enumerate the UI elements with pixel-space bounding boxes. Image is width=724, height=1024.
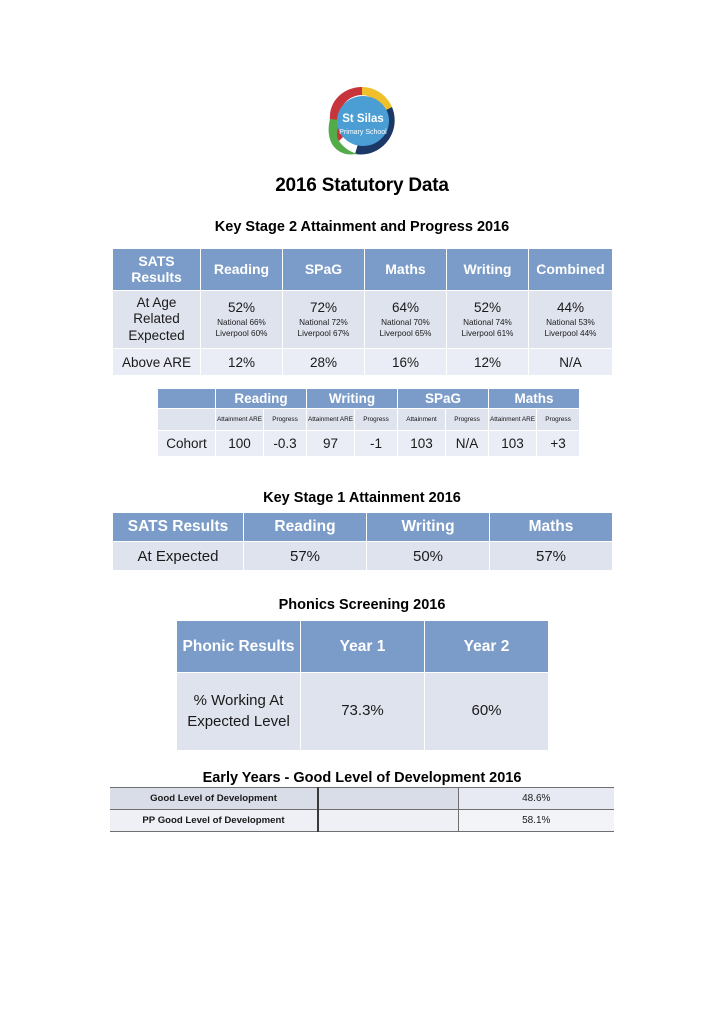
cohort-group-spag: SPaG bbox=[398, 389, 489, 409]
phonics-value-year-2: 60% bbox=[425, 673, 549, 751]
cohort-writing-progress: -1 bbox=[355, 431, 398, 457]
ks2-row-label-above-are: Above ARE bbox=[113, 349, 201, 376]
phonics-col-phonic-results: Phonic Results bbox=[177, 621, 301, 673]
ks2-national-reading: National 66% bbox=[217, 317, 266, 327]
ks1-value-writing: 50% bbox=[367, 542, 490, 571]
ks2-attainment-table bbox=[112, 248, 613, 376]
ks1-value-maths: 57% bbox=[490, 542, 613, 571]
ks1-col-sats-results: SATS Results bbox=[113, 513, 244, 542]
cohort-reading-attainment: 100 bbox=[216, 431, 264, 457]
ey-value-gld: 48.6% bbox=[458, 788, 614, 810]
cohort-group-header-row bbox=[158, 389, 580, 409]
table-row bbox=[113, 542, 613, 571]
cohort-row-label: Cohort bbox=[158, 431, 216, 457]
cohort-group-writing: Writing bbox=[307, 389, 398, 409]
cohort-sub-header-row bbox=[158, 409, 580, 431]
cohort-spag-attainment: 103 bbox=[398, 431, 446, 457]
cohort-sub-writing-attainment: Attainment ARE bbox=[307, 409, 355, 431]
phonics-col-year-1: Year 1 bbox=[301, 621, 425, 673]
early-years-table bbox=[110, 787, 614, 832]
ks1-row-label: At Expected bbox=[113, 542, 244, 571]
ks2-col-spag: SPaG bbox=[283, 249, 365, 291]
ks1-section-title: Key Stage 1 Attainment 2016 bbox=[263, 490, 461, 506]
ey-value-pp-gld: 58.1% bbox=[458, 810, 614, 832]
ks1-header-row bbox=[113, 513, 613, 542]
page-title: 2016 Statutory Data bbox=[275, 175, 449, 196]
school-logo bbox=[325, 84, 399, 158]
ks2-cell-combined bbox=[529, 291, 613, 349]
ey-label-pp-gld: PP Good Level of Development bbox=[110, 810, 318, 832]
cohort-sub-spag-attainment: Attainment bbox=[398, 409, 446, 431]
phonics-row-label: % Working At Expected Level bbox=[177, 673, 301, 751]
ks2-cell-writing bbox=[447, 291, 529, 349]
logo-container bbox=[0, 84, 724, 158]
ks2-national-combined: National 53% bbox=[546, 317, 595, 327]
cohort-writing-attainment: 97 bbox=[307, 431, 355, 457]
ks1-col-maths: Maths bbox=[490, 513, 613, 542]
ey-label-gld: Good Level of Development bbox=[110, 788, 318, 810]
ks2-col-writing: Writing bbox=[447, 249, 529, 291]
logo-line2: Primary School bbox=[339, 129, 387, 136]
ks2-col-reading: Reading bbox=[201, 249, 283, 291]
table-row bbox=[158, 431, 580, 457]
ks2-section-title: Key Stage 2 Attainment and Progress 2016 bbox=[214, 219, 510, 235]
ks2-col-maths: Maths bbox=[365, 249, 447, 291]
phonics-col-year-2: Year 2 bbox=[425, 621, 549, 673]
table-row bbox=[110, 810, 614, 832]
ks2-liverpool-reading: Liverpool 60% bbox=[215, 329, 268, 339]
cohort-sub-reading-attainment: Attainment ARE bbox=[216, 409, 264, 431]
ks2-above-maths: 16% bbox=[365, 349, 447, 376]
cohort-group-reading: Reading bbox=[216, 389, 307, 409]
ks2-header-row bbox=[113, 249, 613, 291]
ks2-cell-maths bbox=[365, 291, 447, 349]
cohort-maths-progress: +3 bbox=[537, 431, 580, 457]
cohort-group-maths: Maths bbox=[489, 389, 580, 409]
ks2-above-combined: N/A bbox=[529, 349, 613, 376]
ks2-liverpool-combined: Liverpool 44% bbox=[544, 329, 597, 339]
ks2-liverpool-spag: Liverpool 67% bbox=[297, 329, 350, 339]
cohort-subheader-corner bbox=[158, 409, 216, 431]
ks1-col-reading: Reading bbox=[244, 513, 367, 542]
ks2-col-combined: Combined bbox=[529, 249, 613, 291]
ks2-value-spag: 72% bbox=[309, 299, 338, 315]
ks2-row-label-are: At Age Related Expected bbox=[113, 291, 201, 349]
ks2-national-spag: National 72% bbox=[299, 317, 348, 327]
ks2-value-combined: 44% bbox=[556, 299, 585, 315]
ks2-value-writing: 52% bbox=[473, 299, 502, 315]
ks2-liverpool-writing: Liverpool 61% bbox=[461, 329, 514, 339]
ks2-col-sats-results: SATS Results bbox=[113, 249, 201, 291]
cohort-corner-header bbox=[158, 389, 216, 409]
table-row bbox=[110, 788, 614, 810]
ks2-liverpool-maths: Liverpool 65% bbox=[379, 329, 432, 339]
ks1-attainment-table bbox=[112, 512, 613, 571]
ey-mid-gld bbox=[318, 788, 458, 810]
cohort-progress-table bbox=[157, 388, 580, 457]
cohort-reading-progress: -0.3 bbox=[264, 431, 307, 457]
table-row bbox=[177, 673, 549, 751]
cohort-sub-spag-progress: Progress bbox=[446, 409, 489, 431]
ks1-col-writing: Writing bbox=[367, 513, 490, 542]
cohort-sub-writing-progress: Progress bbox=[355, 409, 398, 431]
table-row bbox=[113, 349, 613, 376]
ey-mid-pp-gld bbox=[318, 810, 458, 832]
ks2-cell-reading bbox=[201, 291, 283, 349]
phonics-section-title: Phonics Screening 2016 bbox=[278, 597, 446, 613]
phonics-header-row bbox=[177, 621, 549, 673]
ks2-value-reading: 52% bbox=[227, 299, 256, 315]
early-years-section-title: Early Years - Good Level of Development 2016 bbox=[202, 770, 522, 786]
ks2-cell-spag bbox=[283, 291, 365, 349]
ks2-national-writing: National 74% bbox=[463, 317, 512, 327]
school-logo-icon bbox=[325, 84, 399, 158]
phonics-screening-table bbox=[176, 620, 549, 751]
ks2-above-reading: 12% bbox=[201, 349, 283, 376]
phonics-value-year-1: 73.3% bbox=[301, 673, 425, 751]
ks2-national-maths: National 70% bbox=[381, 317, 430, 327]
ks2-above-writing: 12% bbox=[447, 349, 529, 376]
ks2-above-spag: 28% bbox=[283, 349, 365, 376]
table-row bbox=[113, 291, 613, 349]
logo-line1: St Silas bbox=[342, 113, 384, 125]
cohort-sub-reading-progress: Progress bbox=[264, 409, 307, 431]
ks1-value-reading: 57% bbox=[244, 542, 367, 571]
cohort-spag-progress: N/A bbox=[446, 431, 489, 457]
cohort-sub-maths-progress: Progress bbox=[537, 409, 580, 431]
cohort-maths-attainment: 103 bbox=[489, 431, 537, 457]
ks2-value-maths: 64% bbox=[391, 299, 420, 315]
cohort-sub-maths-attainment: Attainment ARE bbox=[489, 409, 537, 431]
